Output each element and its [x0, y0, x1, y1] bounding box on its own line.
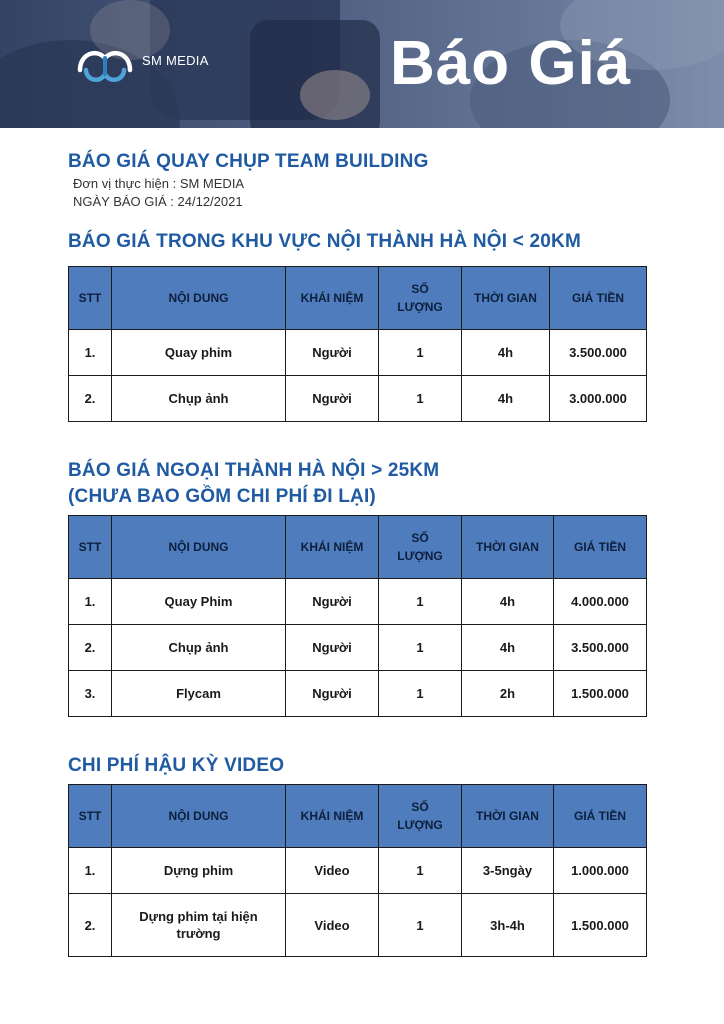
col-stt: STT: [69, 516, 112, 579]
col-qty: SỐ LƯỢNG: [379, 516, 462, 579]
col-concept: KHÁI NIỆM: [286, 516, 379, 579]
table-header-row: [69, 267, 647, 330]
section-suburban-note: (CHƯA BAO GỒM CHI PHÍ ĐI LẠI): [68, 486, 376, 507]
col-price: GIÁ TIỀN: [554, 516, 647, 579]
col-price: GIÁ TIỀN: [554, 785, 647, 848]
col-price: GIÁ TIỀN: [550, 267, 647, 330]
section-postproduction-title: CHI PHÍ HẬU KỲ VIDEO: [68, 755, 285, 776]
table-row: 3. Flycam Người 1 2h 1.500.000: [69, 671, 647, 717]
col-stt: STT: [69, 785, 112, 848]
col-content: NỘI DUNG: [112, 267, 286, 330]
urban-price-table: [68, 266, 647, 422]
table-row: 2. Chụp ảnh Người 1 4h 3.500.000: [69, 625, 647, 671]
suburban-price-table: [68, 515, 647, 717]
col-qty: SỐ LƯỢNG: [379, 267, 462, 330]
brand-name: SM MEDIA: [142, 53, 209, 68]
table-row: 1. Quay phim Người 1 4h 3.500.000: [69, 330, 647, 376]
col-time: THỜI GIAN: [462, 516, 554, 579]
col-content: NỘI DUNG: [112, 516, 286, 579]
col-stt: STT: [69, 267, 112, 330]
table-row: 2. Dựng phim tại hiện trường Video 1 3h-4h 1.500.000: [69, 894, 647, 957]
col-qty: SỐ LƯỢNG: [379, 785, 462, 848]
header-banner: [0, 0, 724, 128]
col-time: THỜI GIAN: [462, 267, 550, 330]
col-concept: KHÁI NIỆM: [286, 267, 379, 330]
table-header-row: [69, 516, 647, 579]
provider-line: Đơn vị thực hiện : SM MEDIA: [73, 176, 245, 191]
banner-title: Báo Giá: [390, 29, 632, 98]
col-time: THỜI GIAN: [462, 785, 554, 848]
quote-date: NGÀY BÁO GIÁ : 24/12/2021: [73, 194, 243, 209]
section-urban-title: BÁO GIÁ TRONG KHU VỰC NỘI THÀNH HÀ NỘI < 20KM: [68, 231, 581, 252]
table-row: 1. Quay Phim Người 1 4h 4.000.000: [69, 579, 647, 625]
table-row: 2. Chụp ảnh Người 1 4h 3.000.000: [69, 376, 647, 422]
col-content: NỘI DUNG: [112, 785, 286, 848]
document-title: BÁO GIÁ QUAY CHỤP TEAM BUILDING: [68, 151, 429, 172]
table-header-row: [69, 785, 647, 848]
sm-media-logo: [76, 40, 134, 84]
postproduction-price-table: [68, 784, 647, 957]
table-row: 1. Dựng phim Video 1 3-5ngày 1.000.000: [69, 848, 647, 894]
section-suburban-title: BÁO GIÁ NGOẠI THÀNH HÀ NỘI > 25KM: [68, 460, 440, 481]
col-concept: KHÁI NIỆM: [286, 785, 379, 848]
